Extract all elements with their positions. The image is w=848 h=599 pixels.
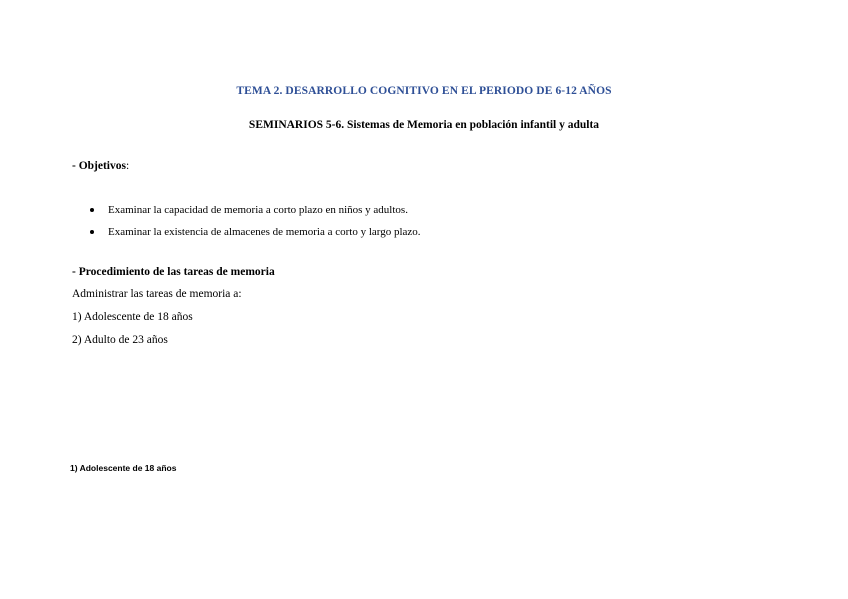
objectives-list (88, 202, 421, 246)
objective-text: Examinar la capacidad de memoria a corto plazo en niños y adultos. (108, 204, 408, 216)
document-subtitle: SEMINARIOS 5-6. Sistemas de Memoria en población infantil y adulta (248, 119, 600, 131)
bullet-icon (90, 230, 94, 234)
bullet-icon (90, 208, 94, 212)
objectives-heading-label: - Objetivos (72, 160, 126, 172)
objectives-heading-colon: : (125, 160, 130, 172)
procedure-heading: - Procedimiento de las tareas de memoria (72, 266, 275, 278)
procedure-intro: Administrar las tareas de memoria a: (72, 288, 242, 300)
participant-item: 1) Adolescente de 18 años (72, 311, 193, 323)
list-item (88, 202, 421, 224)
participant-item: 2) Adulto de 23 años (72, 334, 168, 346)
list-item (88, 224, 421, 246)
document-title: TEMA 2. DESARROLLO COGNITIVO EN EL PERIODO DE 6-12 AÑOS (236, 85, 612, 97)
objectives-heading (72, 160, 129, 172)
objective-text: Examinar la existencia de almacenes de memoria a corto y largo plazo. (108, 226, 421, 238)
section-label: 1) Adolescente de 18 años (70, 463, 177, 473)
